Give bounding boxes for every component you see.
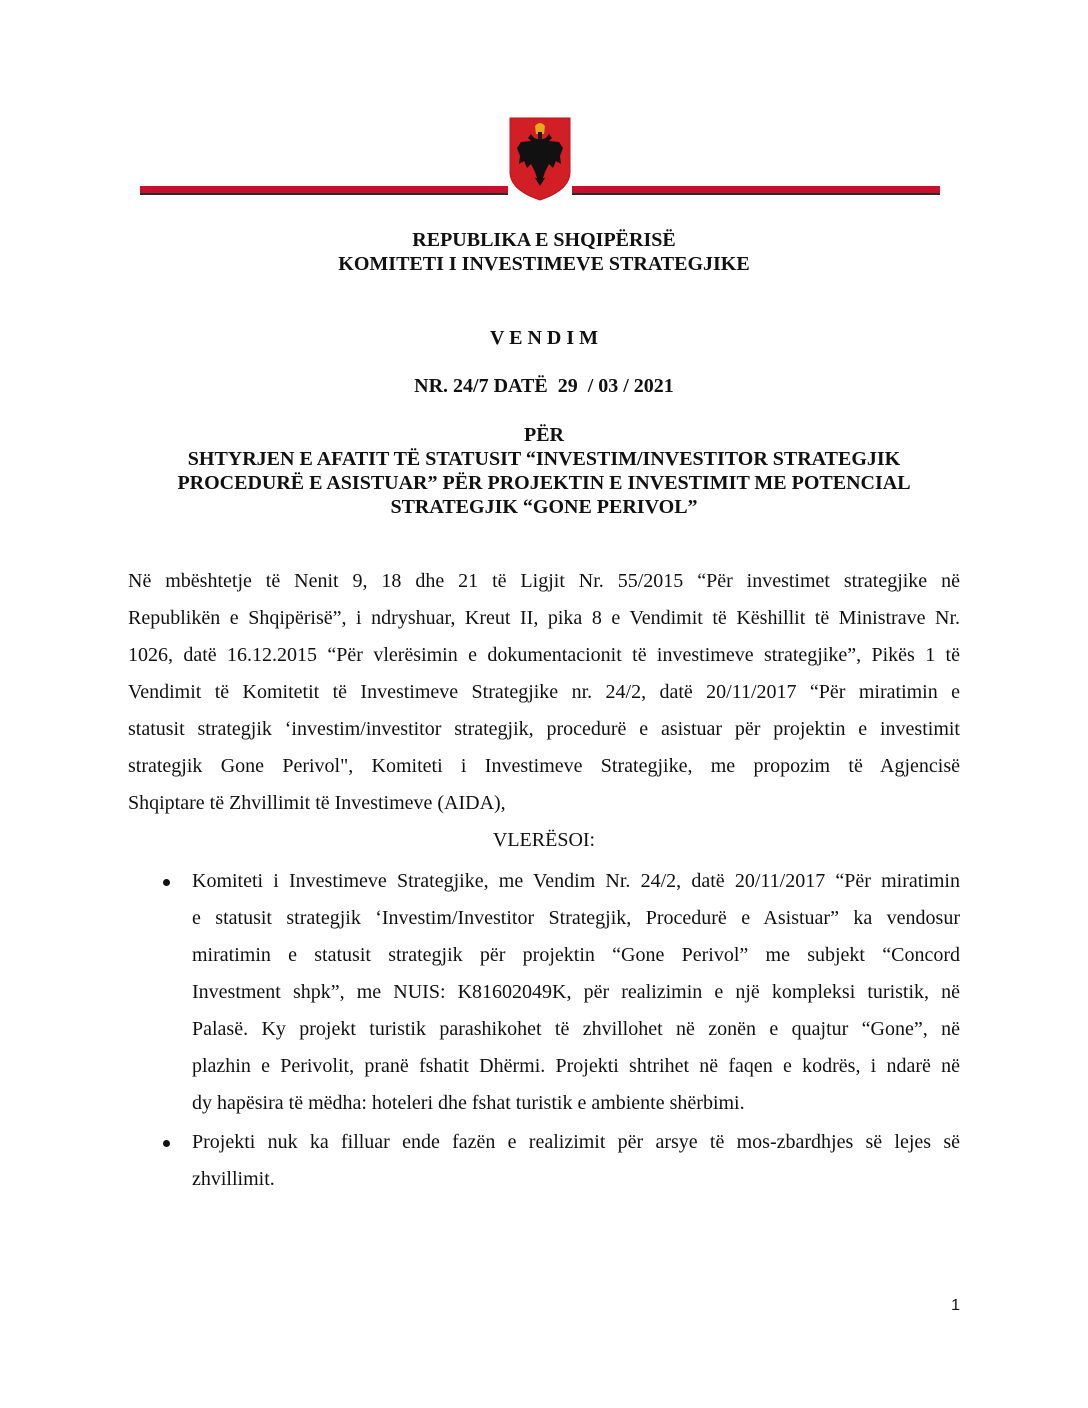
list-item [128, 863, 960, 1122]
committee-name: KOMITETI I INVESTIMEVE STRATEGJIKE [338, 253, 750, 275]
preamble-line: statusit strategjik ‘investim/investitor strategjik, procedurë e asistuar për projektin e investimit [128, 718, 960, 740]
title-line: SHTYRJEN E AFATIT TË STATUSIT “INVESTIM/INVESTITOR STRATEGJIK [187, 448, 901, 470]
preamble-line: Vendimit të Komitetit të Investimeve Strategjike nr. 24/2, datë 20/11/2017 “Për miratimin e [128, 681, 960, 703]
page-number: 1 [951, 1297, 960, 1314]
albania-coat-of-arms-icon [507, 114, 573, 202]
bullet-line: Projekti nuk ka filluar ende fazën e realizimit për arsye të mos-zbardhjes së lejes së [192, 1131, 960, 1153]
bullet-line: Palasë. Ky projekt turistik parashikohet të zhvillohet në zonën e quajtur “Gone”, në [192, 1018, 960, 1040]
list-item [128, 1124, 960, 1198]
assessment-heading: VLERËSOI: [492, 829, 596, 851]
bullet-line: dy hapësira të mëdha: hoteleri dhe fshat turistik e ambiente shërbimi. [192, 1092, 745, 1114]
bullet-icon [163, 879, 170, 886]
bullet-line: zhvillimit. [192, 1168, 275, 1190]
document-header [140, 110, 940, 210]
title-line: PROCEDURË E ASISTUAR” PËR PROJEKTIN E INVESTIMIT ME POTENCIAL [177, 472, 911, 494]
republic-name: REPUBLIKA E SHQIPËRISË [412, 229, 676, 251]
document-body [128, 563, 960, 1198]
preamble-paragraph [128, 563, 960, 822]
header-rule-right [572, 186, 940, 195]
bullet-line: plazhin e Perivolit, pranë fshatit Dhërmi. Projekti shtrihet në faqen e kodrës, i ndarë në [192, 1055, 960, 1077]
bullet-line: Komiteti i Investimeve Strategjike, me Vendim Nr. 24/2, datë 20/11/2017 “Për miratimin [192, 870, 960, 892]
decision-title [120, 423, 968, 519]
bullet-line: Investment shpk”, me NUIS: K81602049K, për realizimin e një kompleksi turistik, në [192, 981, 960, 1003]
title-per: PËR [524, 424, 564, 446]
title-line: STRATEGJIK “GONE PERIVOL” [390, 496, 698, 518]
bullet-line: e statusit strategjik ‘Investim/Investitor Strategjik, Procedurë e Asistuar” ka vendosur [192, 907, 960, 929]
preamble-line: 1026, datë 16.12.2015 “Për vlerësimin e dokumentacionit të investimeve strategjike”, Pikës 1 të [128, 644, 960, 666]
preamble-line: Në mbështetje të Nenit 9, 18 dhe 21 të Ligjit Nr. 55/2015 “Për investimet strategjike në [128, 570, 960, 592]
bullet-icon [163, 1140, 170, 1147]
preamble-line: Shqiptare të Zhvillimit të Investimeve (AIDA), [128, 792, 506, 814]
decision-number: NR. 24/7 DATË 29 / 03 / 2021 [414, 375, 674, 397]
bullet-line: miratimin e statusit strategjik për projektin “Gone Perivol” me subjekt “Concord [192, 944, 960, 966]
preamble-line: Republikën e Shqipërisë”, i ndryshuar, Kreut II, pika 8 e Vendimit të Këshillit të Ministrave Nr. [128, 607, 960, 629]
decision-label: V E N D I M [490, 327, 598, 349]
preamble-line: strategjik Gone Perivol", Komiteti i Investimeve Strategjike, me propozim të Agjencisë [128, 755, 960, 777]
header-rule-left [140, 186, 508, 195]
